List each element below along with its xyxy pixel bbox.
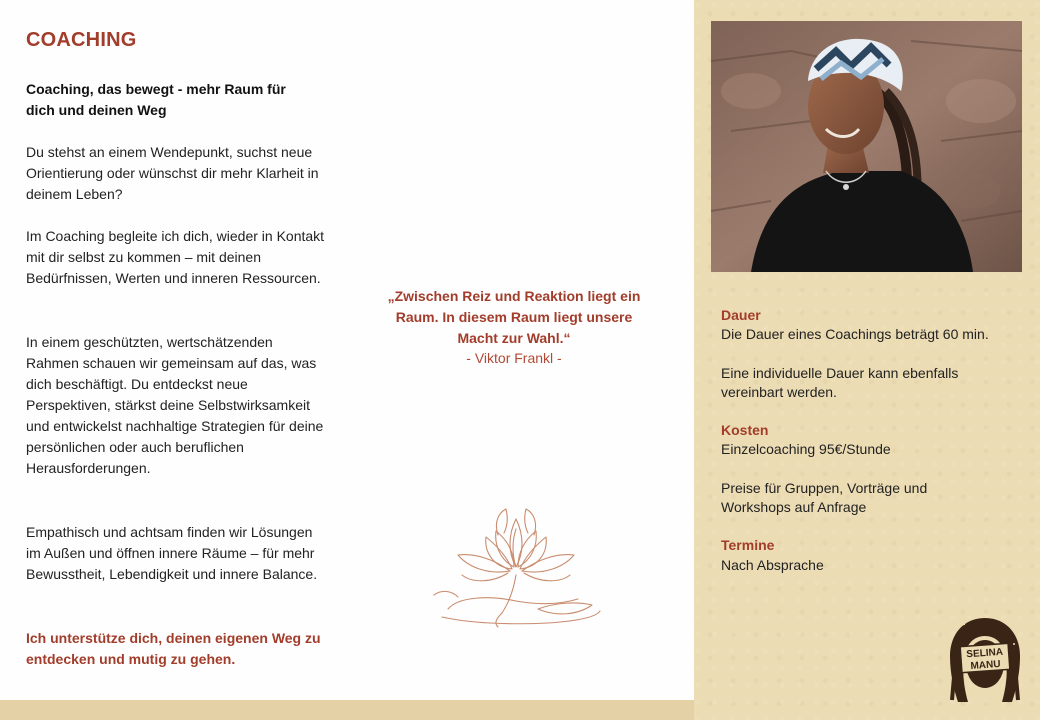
framework-paragraph: In einem geschützten, wertschätzenden Rahmen schauen wir gemeinsam auf das, was dich beschäftigt. Du entdeckst neue Perspektiven, stärkst deine Selbstwirksamkeit und entwickelst nachhaltige Strategien für deine persönlichen oder auch beruflichen Herausforderungen. <box>26 334 324 476</box>
lotus-flower-icon <box>428 505 604 630</box>
selina-manu-logo <box>944 614 1026 704</box>
dates-text: Nach Absprache <box>721 557 824 573</box>
bottom-border <box>0 700 694 720</box>
page-subtitle: Coaching, das bewegt - mehr Raum für dich und deinen Weg <box>26 81 286 118</box>
logo-line2: MANU <box>970 658 1001 673</box>
duration-note: Eine individuelle Dauer kann ebenfalls vereinbart werden. <box>721 365 959 400</box>
quote-text: „Zwischen Reiz und Reaktion liegt ein Raum. In diesem Raum liegt unsere Macht zur Wahl.“ <box>387 288 641 346</box>
dates-label: Termine <box>721 537 775 553</box>
intro-paragraph: Du stehst an einem Wendepunkt, suchst neue Orientierung oder wünschst dir mehr Klarheit in deinem Leben? <box>26 144 319 202</box>
duration-text: Die Dauer eines Coachings beträgt 60 min. <box>721 326 989 342</box>
page-title: COACHING <box>26 29 137 51</box>
coaching-paragraph: Im Coaching begleite ich dich, wieder in Kontakt mit dir selbst zu kommen – mit deinen Bedürfnissen, Werten und inneren Ressourcen. <box>26 228 325 286</box>
duration-label: Dauer <box>721 307 761 323</box>
cost-text: Einzelcoaching 95€/Stunde <box>721 441 891 457</box>
approach-paragraph: Empathisch und achtsam finden wir Lösungen im Außen und öffnen innere Räume – für mehr Bewusstheit, Lebendigkeit und innere Balance. <box>26 524 318 582</box>
closing-statement: Ich unterstütze dich, deinen eigenen Weg zu entdecken und mutig zu gehen. <box>26 630 321 667</box>
logo-line1: SELINA <box>966 646 1004 661</box>
cost-label: Kosten <box>721 422 769 438</box>
quote-author: - Viktor Frankl - <box>466 350 562 366</box>
cost-note: Preise für Gruppen, Vorträge und Workshops auf Anfrage <box>721 480 928 515</box>
portrait-photo <box>711 21 1022 272</box>
